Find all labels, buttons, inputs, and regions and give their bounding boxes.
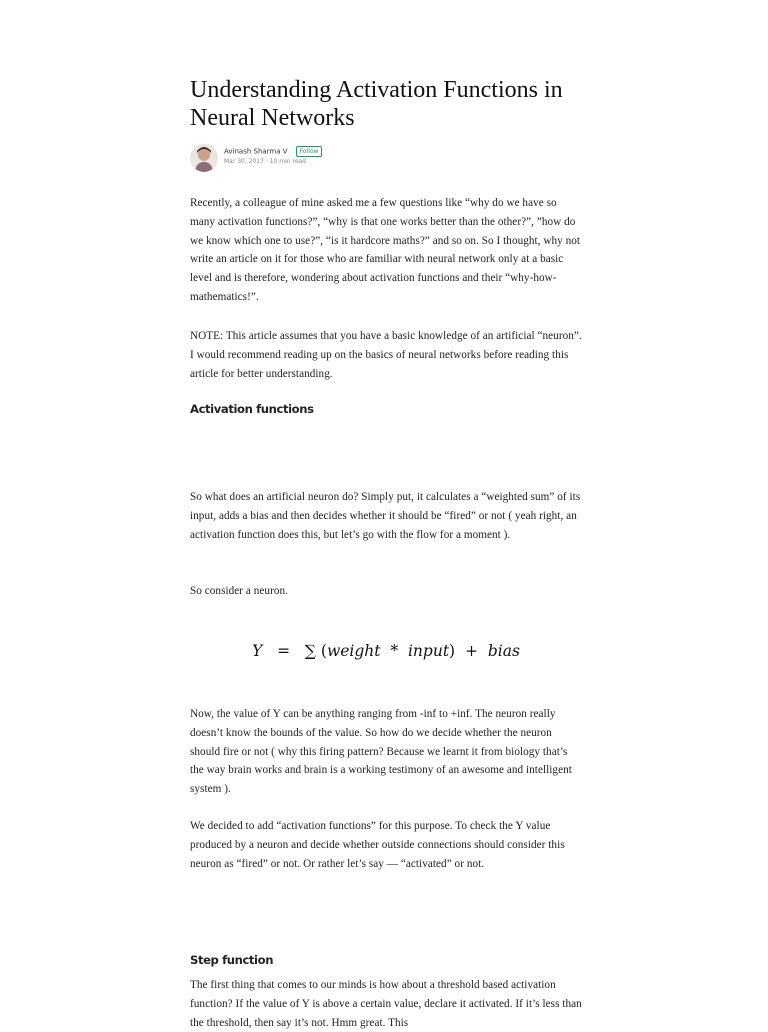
heading-step-function: Step function — [190, 953, 274, 967]
post-meta — [224, 158, 424, 165]
paragraph-range: Now, the value of Y can be anything ranging from -inf to +inf. The neuron really doesn’t know the bounds of the value. So how do we decide whether the neuron should fire or not ( why this firing pattern? Because we learnt it from biology that’s the way brain works and brain is a working testimony of an awesome and intelligent system ). — [190, 708, 572, 796]
paragraph-decided: We decided to add “activation functions” for this purpose. To check the Y value produced by a neuron and decide whether outside connections should consider this neuron as “fired” or not. Or rather let’s say — “activated” or not. — [190, 820, 565, 870]
post-date: Mar 30, 2017 — [224, 158, 264, 165]
paragraph-neuron: So what does an artificial neuron do? Simply put, it calculates a “weighted sum” of its input, adds a bias and then decides whether it should be “fired” or not ( yeah right, an activation function does this, but let’s go with the flow for a moment ). — [190, 491, 581, 541]
formula-plus: + — [464, 642, 478, 660]
author-block — [190, 144, 582, 174]
author-name[interactable]: Avinash Sharma V — [224, 147, 288, 156]
paragraph-note: NOTE: This article assumes that you have a basic knowledge of an artificial “neuron”. I would recommend reading up on the basics of neural networks before reading this article for better understanding. — [190, 330, 582, 380]
heading-activation-functions: Activation functions — [190, 402, 314, 416]
formula-sum: ∑ — [304, 642, 316, 660]
formula-weight: weight — [326, 642, 381, 660]
formula-times: * — [390, 642, 399, 660]
read-time: 10 min read — [269, 158, 306, 165]
author-meta — [224, 145, 424, 165]
avatar[interactable] — [190, 144, 218, 172]
paragraph-intro: Recently, a colleague of mine asked me a few questions like “why do we have so many activation functions?”, “why is that one works better than the other?”, ”how do we know which one to use?”, “is it hardcore maths?” and so on. So I thought, why not write an article on it for those who are familiar with neural network only at a basic level and is therefore, wondering about activation functions and their “why-how-mathematics!”. — [190, 197, 581, 303]
meta-separator: · — [265, 158, 268, 165]
paragraph-consider: So consider a neuron. — [190, 585, 288, 597]
avatar-image — [190, 144, 218, 172]
formula-y: Y — [252, 642, 263, 660]
formula-equals: = — [277, 642, 291, 660]
formula — [190, 642, 582, 668]
author-line — [224, 145, 424, 157]
follow-button[interactable]: Follow — [296, 146, 323, 157]
paragraph-step: The first thing that comes to our minds is how about a threshold based activation function? If the value of Y is above a certain value, declare it activated. If it’s less than the threshold, then say it’s not. Hmm great. This — [190, 979, 582, 1029]
formula-bias: bias — [487, 642, 520, 660]
article-title: Understanding Activation Functions in Neural Networks — [190, 77, 563, 131]
formula-open-paren: ( — [320, 642, 327, 660]
formula-input: input — [407, 642, 450, 660]
formula-close-paren: ) — [449, 642, 456, 660]
